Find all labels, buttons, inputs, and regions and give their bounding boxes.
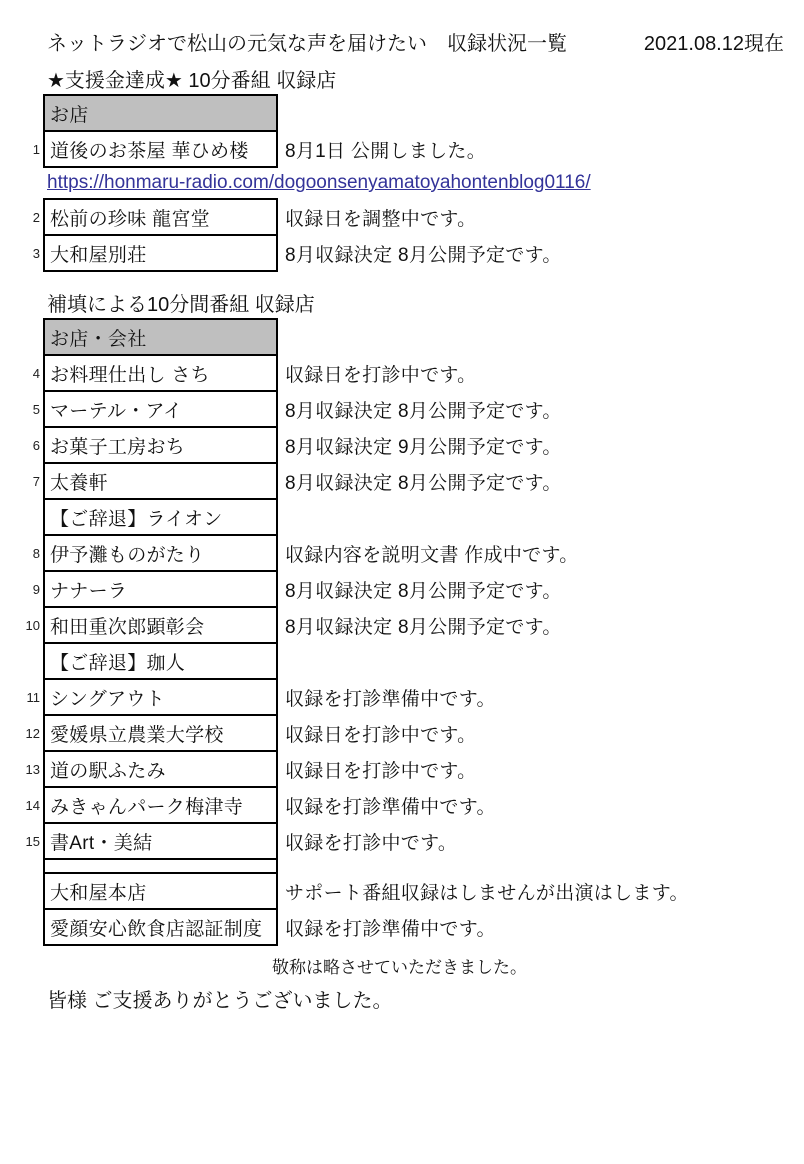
status-text: 8月収録決定 8月公開予定です。 [285, 580, 562, 602]
status-text: 8月収録決定 8月公開予定です。 [285, 400, 562, 422]
row-number: 11 [26, 689, 40, 705]
status-text [278, 642, 285, 680]
shop-name-cell: 太養軒 [43, 462, 278, 500]
link-line [47, 172, 591, 194]
row-number: 13 [25, 761, 40, 777]
page-title: ネットラジオで松山の元気な声を届けたい 収録状況一覧 [47, 33, 567, 55]
status-text: 収録を打診準備中です。 [285, 918, 496, 940]
row-number [0, 642, 43, 680]
table2 [0, 318, 689, 946]
title-row [47, 27, 784, 56]
shop-name-cell: 書Art・美結 [43, 822, 278, 860]
honorifics-note: 敬称は略させていただきました。 [272, 958, 527, 977]
shop-name-cell: 和田重次郎顕彰会 [43, 606, 278, 644]
table-row [0, 534, 689, 572]
table1-group-b [0, 198, 562, 272]
status-text: 収録日を打診中です。 [285, 724, 477, 746]
status-text: 収録日を打診中です。 [285, 364, 477, 386]
shop-name-cell: 大和屋別荘 [43, 234, 278, 272]
shop-name-cell: 愛媛県立農業大学校 [43, 714, 278, 752]
table-row [0, 130, 486, 168]
status-text: 8月収録決定 9月公開予定です。 [285, 436, 562, 458]
row-number: 10 [25, 617, 40, 633]
shop-name-cell: 【ご辞退】珈人 [43, 642, 278, 680]
table-row-declined [0, 498, 689, 536]
table-row [0, 822, 689, 860]
section1-heading: ★支援金達成★ 10分番組 収録店 [47, 70, 337, 92]
status-text: サポート番組収録はしませんが出演はします。 [285, 882, 689, 904]
table-header-row [0, 94, 486, 132]
table-row [0, 234, 562, 272]
shop-name-cell: 大和屋本店 [43, 872, 278, 910]
shop-name-cell: 松前の珍味 龍宮堂 [43, 198, 278, 236]
status-text: 収録日を調整中です。 [285, 208, 477, 230]
shop-name-cell: 伊予灘ものがたり [43, 534, 278, 572]
row-number: 15 [25, 833, 40, 849]
recording-page-link[interactable]: https://honmaru-radio.com/dogoonsenyamatoyahontenblog0116/ [47, 172, 591, 193]
as-of-date: 2021.08.12現在 [643, 33, 784, 55]
table-row [0, 872, 689, 910]
table-row [0, 354, 689, 392]
status-text: 8月1日 公開しました。 [285, 140, 487, 162]
table-row-declined [0, 642, 689, 680]
row-number: 4 [32, 365, 40, 381]
shop-name-cell: 道後のお茶屋 華ひめ楼 [43, 130, 278, 168]
row-number [0, 498, 43, 536]
row-number: 6 [32, 437, 40, 453]
shop-name-cell: お料理仕出し さち [43, 354, 278, 392]
table-row [0, 390, 689, 428]
table2-header-cell: お店・会社 [43, 318, 278, 356]
status-text: 8月収録決定 8月公開予定です。 [285, 244, 562, 266]
row-number: 7 [32, 473, 40, 489]
table-row [0, 750, 689, 788]
shop-name-cell: マーテル・アイ [43, 390, 278, 428]
row-number [0, 94, 43, 132]
table-row [0, 908, 689, 946]
shop-name-cell: ナナーラ [43, 570, 278, 608]
table1-header-cell: お店 [43, 94, 278, 132]
status-text: 8月収録決定 8月公開予定です。 [285, 616, 562, 638]
thanks-note: 皆様 ご支援ありがとうございました。 [47, 990, 393, 1012]
status-text: 8月収録決定 8月公開予定です。 [285, 472, 562, 494]
row-number: 1 [32, 141, 40, 157]
table-row [0, 462, 689, 500]
section2-heading: 補填による10分間番組 収録店 [47, 294, 315, 316]
table-row [0, 786, 689, 824]
table-row [0, 198, 562, 236]
status-text: 収録を打診中です。 [285, 832, 458, 854]
row-number: 3 [32, 245, 40, 261]
shop-name-cell: シングアウト [43, 678, 278, 716]
shop-name-cell: みきゃんパーク梅津寺 [43, 786, 278, 824]
table-row [0, 714, 689, 752]
table-row [0, 606, 689, 644]
status-text: 収録日を打診中です。 [285, 760, 477, 782]
table-row [0, 678, 689, 716]
table1-group-a [0, 94, 486, 168]
table-row [0, 570, 689, 608]
row-number [0, 872, 43, 910]
row-number: 9 [32, 581, 40, 597]
shop-name-cell: 愛顔安心飲食店認証制度 [43, 908, 278, 946]
status-text: 収録を打診準備中です。 [285, 688, 496, 710]
shop-name-cell: 【ご辞退】ライオン [43, 498, 278, 536]
row-number: 12 [25, 725, 40, 741]
shop-name-cell: お菓子工房おち [43, 426, 278, 464]
row-number [0, 318, 43, 356]
status-text [278, 498, 285, 536]
row-number: 2 [32, 209, 40, 225]
row-number: 8 [32, 545, 40, 561]
table-header-row [0, 318, 689, 356]
shop-name-cell: 道の駅ふたみ [43, 750, 278, 788]
row-number: 5 [32, 401, 40, 417]
status-text: 収録を打診準備中です。 [285, 796, 496, 818]
row-number: 14 [25, 797, 40, 813]
table-row [0, 426, 689, 464]
status-text: 収録内容を説明文書 作成中です。 [285, 544, 579, 566]
row-number [0, 908, 43, 946]
